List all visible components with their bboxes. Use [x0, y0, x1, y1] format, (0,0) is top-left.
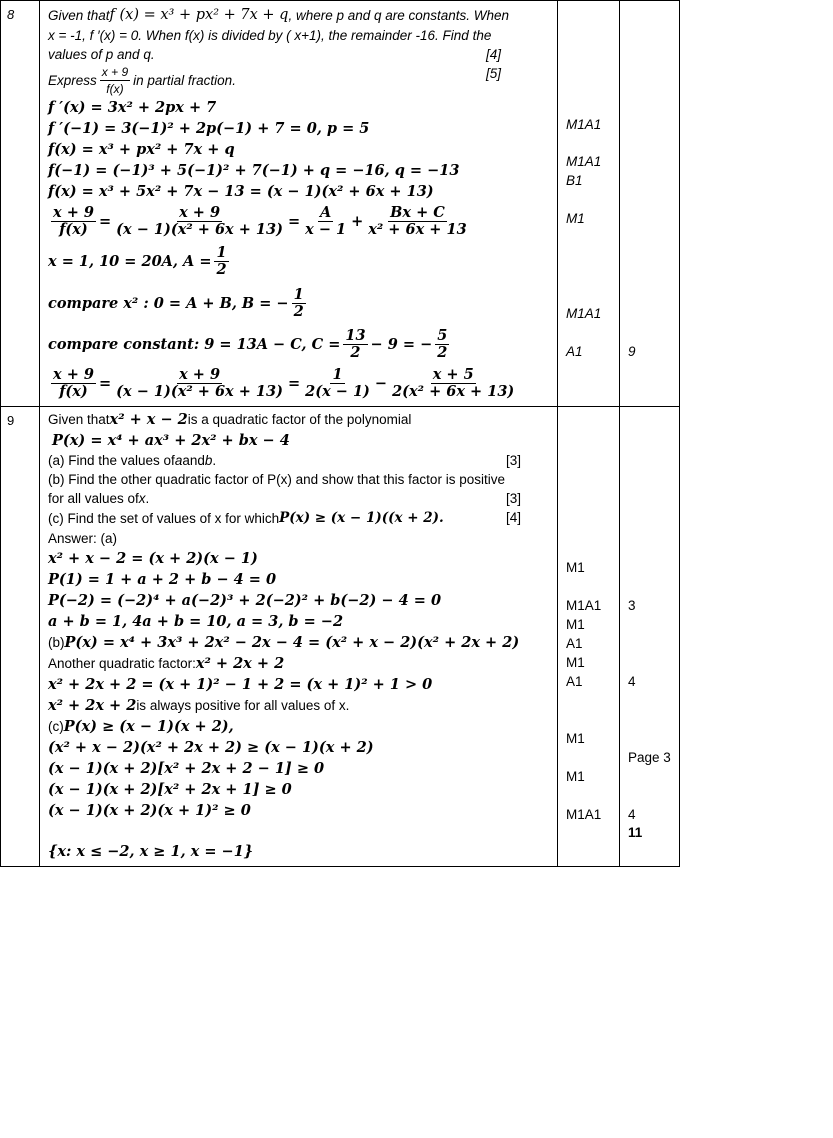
mark-code: M1A1 — [566, 807, 602, 822]
mark-code: M1 — [566, 655, 585, 670]
fraction: $\frac{x + 9}{f(x)}$ — [53, 203, 94, 238]
fraction: $\frac{x + 9}{f(x)}$ — [101, 65, 129, 96]
marks-column — [558, 407, 620, 867]
question-body — [40, 1, 558, 407]
question-8-row — [1, 1, 680, 407]
working-line: compare constant: 9 = 13A − C, C = $\frac{13}{2}$ − 9 = − $\frac{5}{2}$ — [48, 326, 448, 361]
working-line: (x − 1)(x + 2)(x + 1)² ≥ 0 — [48, 802, 251, 819]
page-number: Page 3 — [628, 750, 671, 765]
working-line: x² + 2x + 2 = (x + 1)² − 1 + 2 = (x + 1)² + 1 > 0 — [48, 676, 433, 693]
question-9-row — [1, 407, 680, 867]
question-line: (a) Find the values of a and b . [3] — [48, 453, 521, 468]
working-line: f(x) = x³ + px² + 7x + q — [48, 141, 235, 158]
mark-allocation: [5] — [485, 66, 501, 81]
working-line: (x − 1)(x + 2)[x² + 2x + 1] ≥ 0 — [48, 781, 292, 798]
function-expression: f (x) = x³ + px² + 7x + q — [109, 7, 289, 23]
working-line: f(x) = x³ + 5x² + 7x − 13 = (x − 1)(x² + 6x + 13) — [48, 183, 434, 200]
working-line: P(1) = 1 + a + 2 + b − 4 = 0 — [48, 571, 277, 588]
working-line: (x² + x − 2)(x² + 2x + 2) ≥ (x − 1)(x + 2) — [48, 739, 374, 756]
fraction: $\frac{5}{2}$ — [437, 326, 448, 361]
answer-set: {x: x ≤ −2, x ≥ 1, x = −1} — [48, 843, 254, 860]
working-line: Another quadratic factor: x² + 2x + 2 — [48, 655, 285, 672]
fraction: $\frac{x + 9}{\text{(x − 1)(x² + 6x + 13)}}$ — [116, 365, 283, 400]
mark-code: M1 — [566, 617, 585, 632]
total-marks: 9 — [628, 344, 636, 359]
marks-column — [558, 1, 620, 407]
question-body — [40, 407, 558, 867]
working-line: (b) P(x) = x⁴ + 3x³ + 2x² − 2x − 4 = (x² + x − 2)(x² + 2x + 2) — [48, 634, 520, 651]
question-line: (c) Find the set of values of x for which P(x) ≥ (x − 1)((x + 2). [4] — [48, 510, 521, 526]
mark-code: M1 — [566, 211, 585, 226]
fraction: $\frac{13}{2}$ — [345, 326, 366, 361]
mark-allocation: [4] — [505, 510, 521, 525]
mark-code: M1A1 — [566, 306, 602, 321]
mark-code: M1 — [566, 560, 585, 575]
working-line: compare x² : 0 = A + B, B = − $\frac{1}{2}$ — [48, 285, 304, 320]
working-line: f ′(−1) = 3(−1)² + 2p(−1) + 7 = 0, p = 5 — [48, 120, 370, 137]
totals-column — [620, 407, 680, 867]
mark-code: M1 — [566, 731, 585, 746]
working-line: (c) P(x) ≥ (x − 1)(x + 2), — [48, 718, 234, 735]
question-line: Express $\frac{x + 9}{f(x)}$ in partial fraction. [5] — [48, 65, 501, 96]
total-marks: 4 — [628, 807, 636, 822]
total-marks: 3 — [628, 598, 636, 613]
fraction: $\frac{1}{2(x - 1)}$ — [305, 365, 370, 400]
question-line: Answer: (a) — [48, 531, 118, 546]
mark-allocation: [3] — [505, 491, 521, 506]
fraction: $\frac{A}{x - 1}$ — [305, 203, 347, 238]
question-number: 9 — [1, 407, 40, 867]
mark-code: A1 — [566, 674, 583, 689]
fraction: $\frac{x + 5}{\text{2(x² + 6x + 13)}}$ — [392, 365, 515, 400]
fraction: $\frac{1}{2}$ — [293, 285, 304, 320]
working-line: x² + x − 2 = (x + 2)(x − 1) — [48, 550, 258, 567]
mark-code: M1A1 — [566, 154, 602, 169]
mark-code: M1 — [566, 769, 585, 784]
working-line: x = 1, 10 = 20A, A = $\frac{1}{2}$ — [48, 243, 227, 278]
mark-code: A1 — [566, 344, 583, 359]
question-line: x = -1, f ′(x) = 0. When f(x) is divided by ( x+1), the remainder -16. Find the — [48, 28, 492, 43]
question-line: values of p and q. [4] — [48, 47, 501, 62]
fraction: $\frac{x + 9}{\text{(x − 1)(x² + 6x + 13)}}$ — [116, 203, 283, 238]
fraction: $\frac{Bx + C}{\text{x² + 6x + 13}}$ — [368, 203, 467, 238]
working-line: x² + 2x + 2 is always positive for all values of x. — [48, 697, 350, 714]
working-line: f(−1) = (−1)³ + 5(−1)² + 7(−1) + q = −16, q = −13 — [48, 162, 460, 179]
working-line: P(−2) = (−2)⁴ + a(−2)³ + 2(−2)² + b(−2) − 4 = 0 — [48, 592, 442, 609]
mark-code: A1 — [566, 636, 583, 651]
question-total: 11 — [628, 825, 643, 840]
question-line: (b) Find the other quadratic factor of P(x) and show that this factor is positive — [48, 472, 505, 487]
working-line: $\frac{x + 9}{f(x)}$ = $\frac{x + 9}{\text{(x − 1)(x² + 6x + 13)}}$ = $\frac{1}{2(x - 1)}$ − $\frac{x + 5}{\text{2(x² + 6x + 13)}}$ — [53, 365, 515, 400]
fraction: $\frac{x + 9}{f(x)}$ — [53, 365, 94, 400]
working-line: a + b = 1, 4a + b = 10, a = 3, b = −2 — [48, 613, 344, 630]
working-line: f ′(x) = 3x² + 2px + 7 — [48, 99, 217, 116]
totals-column — [620, 1, 680, 407]
mark-code: M1A1 — [566, 117, 602, 132]
question-line: for all values of x . [3] — [48, 491, 521, 506]
mark-code: B1 — [566, 173, 583, 188]
question-line: Given that x² + x − 2 is a quadratic factor of the polynomial — [48, 411, 412, 428]
mark-code: M1A1 — [566, 598, 602, 613]
mark-allocation: [4] — [485, 47, 501, 62]
question-number: 8 — [1, 1, 40, 407]
mark-allocation: [3] — [505, 453, 521, 468]
total-marks: 4 — [628, 674, 636, 689]
question-line: Given that f (x) = x³ + px² + 7x + q , where p and q are constants. When — [48, 5, 551, 26]
working-line: (x − 1)(x + 2)[x² + 2x + 2 − 1] ≥ 0 — [48, 760, 325, 777]
fraction: $\frac{1}{2}$ — [216, 243, 227, 278]
working-line: $\frac{x + 9}{f(x)}$ = $\frac{x + 9}{\text{(x − 1)(x² + 6x + 13)}}$ = $\frac{A}{x - 1}$ + $\frac{Bx + C}{\text{x² + 6x + 13}}$ — [53, 203, 467, 238]
polynomial: P(x) = x⁴ + ax³ + 2x² + bx − 4 — [52, 432, 290, 449]
